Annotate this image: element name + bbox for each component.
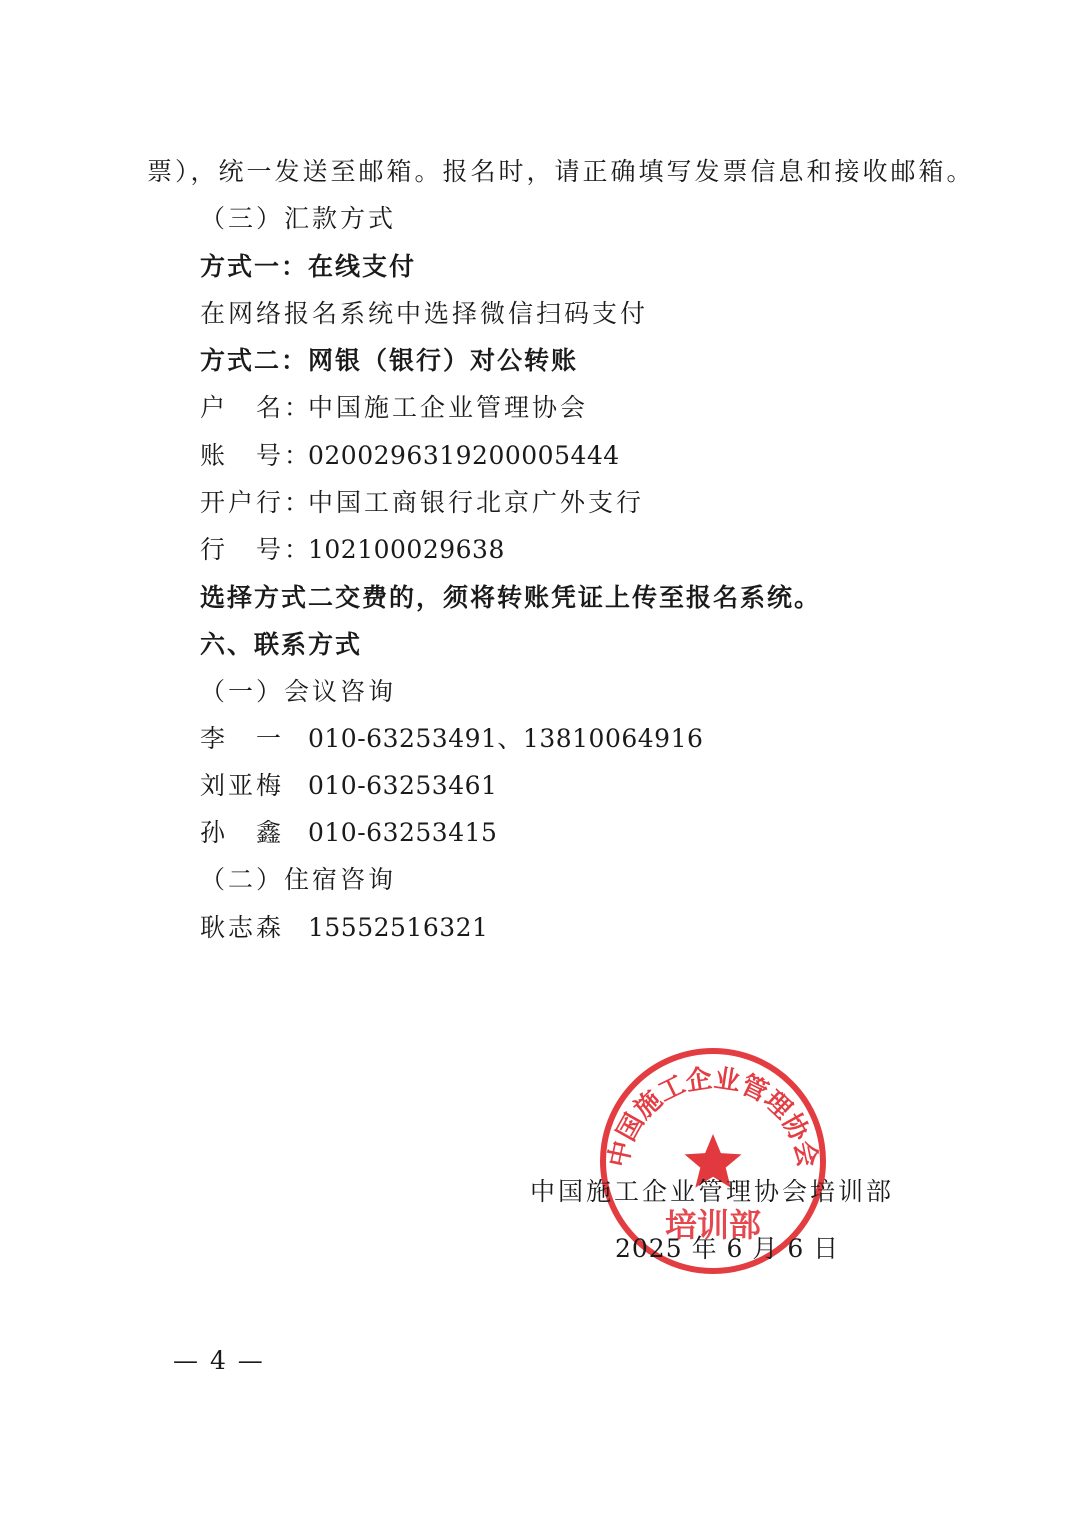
contact-row [200,770,497,802]
contact-name: 耿志森 [200,913,285,942]
seal-ring-text: 中国施工企业管理协会 [603,1063,823,1170]
payment-method-one-title: 方式一：在线支付 [200,252,417,281]
bank-branch-label: 开户行： [200,488,313,517]
contact-heading: 六、联系方式 [200,630,363,659]
payment-method-two-title: 方式二：网银（银行）对公转账 [200,346,579,375]
transfer-note: 选择方式二交费的，须将转账凭证上传至报名系统。 [200,583,822,612]
bank-code-label: 行 号： [200,535,313,564]
payment-method-one-desc: 在网络报名系统中选择微信扫码支付 [200,299,649,328]
contact-name: 李 一 [200,724,285,753]
account-name-row [200,392,588,424]
contact-name: 刘亚梅 [200,771,285,800]
meeting-consult-heading: （一）会议咨询 [200,677,397,706]
signature-org: 中国施工企业管理协会培训部 [530,1177,895,1206]
account-name-value: 中国施工企业管理协会 [308,393,589,422]
bank-code-row [200,534,505,566]
contact-phone: 010-63253491、13810064916 [308,724,704,753]
account-number-label: 账 号： [200,441,313,470]
section-heading-remittance: （三）汇款方式 [200,204,397,233]
contact-phone: 010-63253415 [308,818,498,847]
bank-code-value: 102100029638 [308,535,505,564]
body-text-line: 票），统一发送至邮箱。报名时，请正确填写发票信息和接收邮箱。 [147,157,975,186]
account-number-row [200,440,620,472]
signature-date: 2025 年 6 月 6 日 [615,1234,840,1263]
account-number-value: 0200296319200005444 [308,441,620,470]
contact-row [200,817,497,849]
contact-row [200,912,488,944]
bank-branch-row [200,487,644,519]
contact-phone: 010-63253461 [308,771,498,800]
account-name-label: 户 名： [200,393,313,422]
bank-branch-value: 中国工商银行北京广外支行 [308,488,645,517]
contact-name: 孙 鑫 [200,818,285,847]
seal-center-text: 培训部 [664,1206,762,1244]
contact-phone: 15552516321 [308,913,489,942]
page-number: — 4 — [173,1346,265,1375]
lodging-consult-heading: （二）住宿咨询 [200,865,397,894]
contact-row [200,723,703,755]
